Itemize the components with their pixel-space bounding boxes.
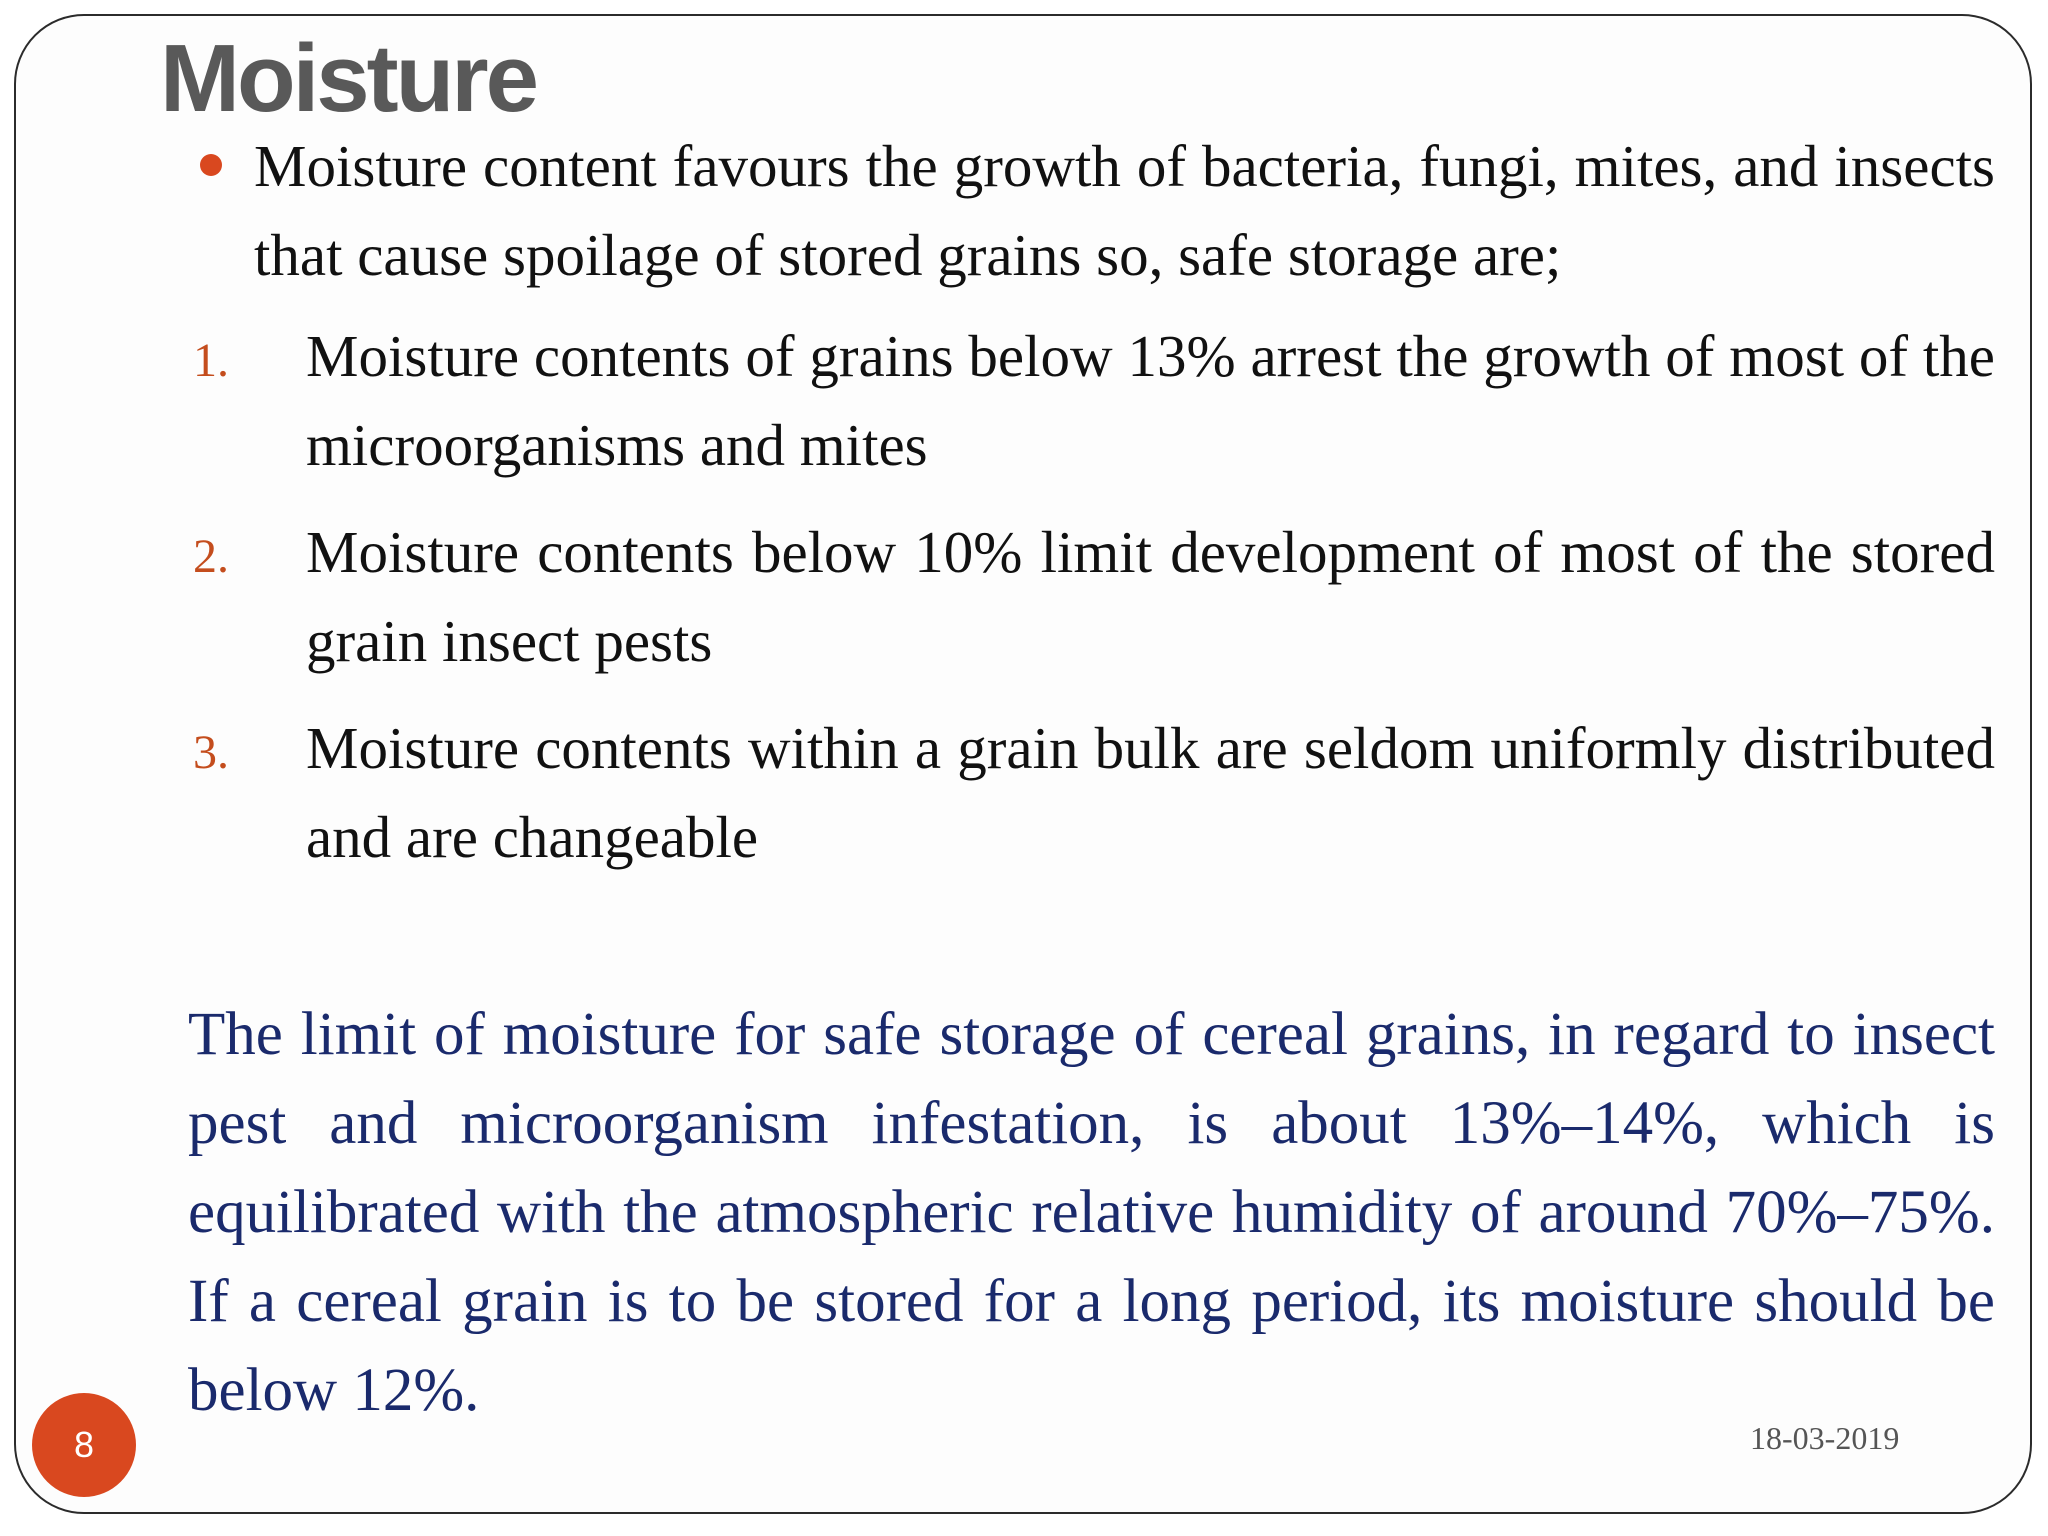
bullet-text: Moisture content favours the growth of bacteria, fungi, mites, and insects that cause spoilage of stored grains so, safe storage are; xyxy=(254,133,1995,288)
list-item xyxy=(190,508,1995,686)
page-number: 8 xyxy=(73,1424,95,1465)
note-paragraph: The limit of moisture for safe storage of cereal grains, in regard to insect pest and microorganism infestation, is about 13%–14%, which is equilibrated with the atmospheric relative humidity of around 70%–75%. If a cereal grain is to be stored for a long period, its moisture should be below 12%. xyxy=(188,1001,1995,1424)
page-number-badge xyxy=(32,1393,136,1497)
slide-date: 18-03-2019 xyxy=(1750,1420,1900,1456)
slide-content xyxy=(190,122,1995,900)
list-item-text: Moisture contents within a grain bulk are seldom uniformly distributed and are changeable xyxy=(306,715,1995,870)
bullet-paragraph xyxy=(190,122,1995,300)
list-item-number: 2. xyxy=(193,530,229,583)
list-item-text: Moisture contents of grains below 13% arrest the growth of most of the microorganisms and mites xyxy=(306,323,1995,478)
bullet-dot-icon xyxy=(200,154,222,176)
list-item-text: Moisture contents below 10% limit development of most of the stored grain insect pests xyxy=(306,519,1995,674)
list-item-number: 1. xyxy=(193,334,229,387)
numbered-list xyxy=(190,312,1995,882)
list-item xyxy=(190,704,1995,882)
list-item xyxy=(190,312,1995,490)
list-item-number: 3. xyxy=(193,726,229,779)
note-block xyxy=(190,990,1995,1435)
slide-title: Moisture xyxy=(160,25,537,132)
